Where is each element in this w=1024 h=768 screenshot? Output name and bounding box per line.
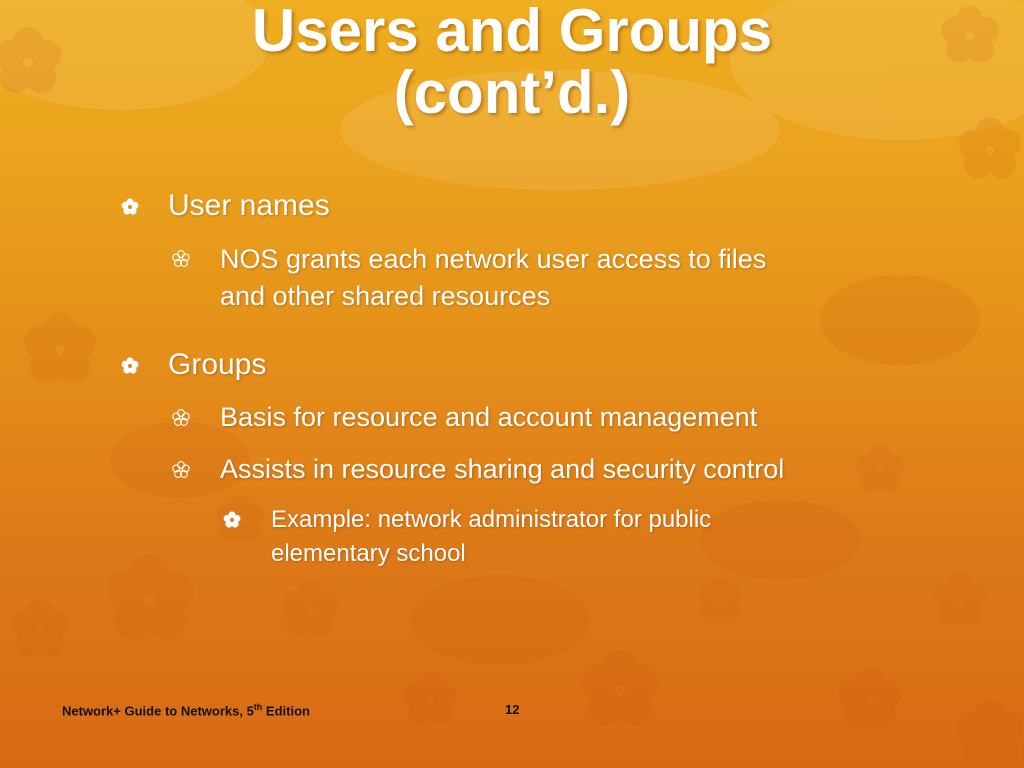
list-item-basis: Basis for resource and account management bbox=[220, 402, 758, 432]
list-item-user-names: User names bbox=[168, 189, 330, 222]
footer-title-text: Network+ Guide to Networks, 5 bbox=[62, 703, 254, 719]
flower-filled-bullet-icon bbox=[120, 356, 140, 376]
flower-filled-bullet-icon bbox=[222, 510, 242, 530]
list-item-groups: Groups bbox=[168, 348, 267, 381]
flower-outline-bullet-icon bbox=[171, 408, 191, 428]
list-item-line-2: elementary school bbox=[271, 540, 466, 567]
footer-superscript: th bbox=[253, 702, 263, 712]
list-item-line-1: NOS grants each network user access to files bbox=[220, 244, 767, 274]
list-item-line-1: Example: network administrator for public bbox=[271, 506, 712, 533]
title-line-1: Users and Groups bbox=[251, 0, 773, 64]
list-item-line-2: and other shared resources bbox=[220, 281, 551, 311]
list-item-nos-grants bbox=[220, 241, 766, 315]
page-number: 12 bbox=[505, 702, 520, 717]
list-item-assists: Assists in resource sharing and security control bbox=[220, 454, 785, 484]
flower-outline-bullet-icon bbox=[171, 249, 191, 269]
flower-outline-bullet-icon bbox=[171, 460, 191, 480]
list-item-example bbox=[271, 503, 711, 571]
footer-edition: Edition bbox=[262, 703, 310, 719]
flower-filled-bullet-icon bbox=[120, 197, 140, 217]
title-line-2: (cont’d.) bbox=[393, 59, 631, 126]
footer-book-title bbox=[62, 702, 310, 718]
